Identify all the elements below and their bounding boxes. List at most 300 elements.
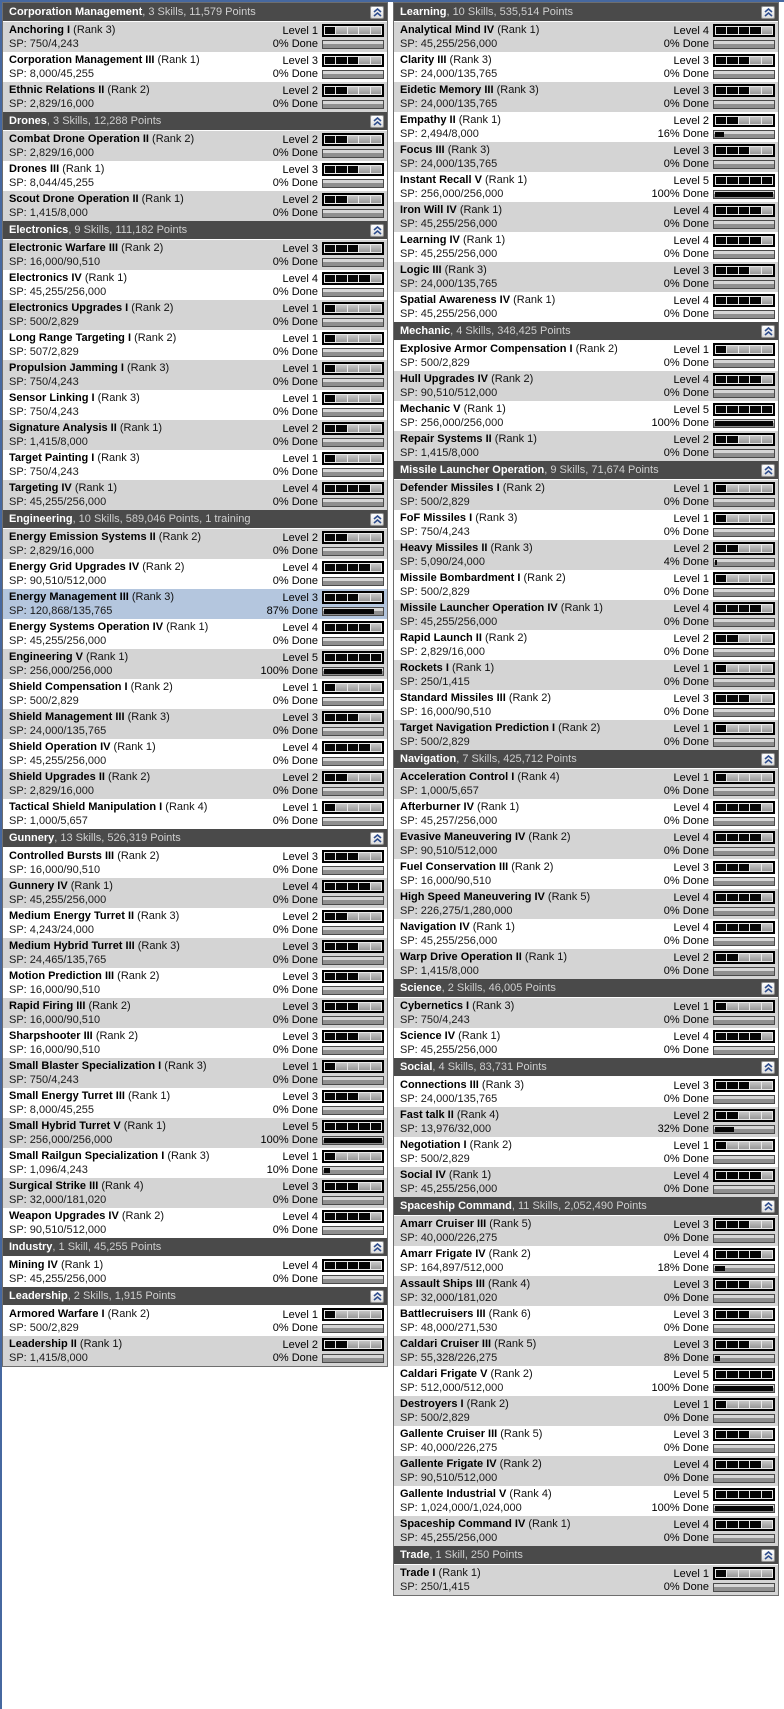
level-segment-filled <box>716 267 726 274</box>
skill-progress <box>652 403 776 429</box>
skill-name: Logic III <box>400 264 442 276</box>
skill-row[interactable] <box>3 300 387 330</box>
level-segment-empty <box>371 196 381 203</box>
skill-rank: (Rank 2) <box>558 722 601 734</box>
skill-row[interactable] <box>394 1486 778 1516</box>
level-segment-empty <box>359 1183 369 1190</box>
skill-progress <box>273 880 384 906</box>
skill-row[interactable] <box>394 480 778 510</box>
level-indicator <box>322 621 384 634</box>
section-header[interactable] <box>3 112 387 131</box>
level-segment-empty <box>371 804 381 811</box>
skill-row[interactable] <box>394 1167 778 1197</box>
skill-row[interactable] <box>394 112 778 142</box>
level-indicator <box>322 681 384 694</box>
skill-info <box>9 54 200 80</box>
skill-row[interactable] <box>3 649 387 679</box>
skill-row[interactable] <box>3 908 387 938</box>
skill-row[interactable] <box>394 1565 778 1595</box>
skill-row[interactable] <box>394 341 778 371</box>
skill-row[interactable] <box>3 998 387 1028</box>
done-line <box>664 218 775 230</box>
level-segment-filled <box>348 485 358 492</box>
skill-row[interactable] <box>3 848 387 878</box>
level-segment-filled <box>716 515 726 522</box>
skill-rank: (Rank 3) <box>496 84 539 96</box>
done-line <box>664 357 775 369</box>
level-line <box>674 403 775 416</box>
skill-row[interactable] <box>394 1426 778 1456</box>
skill-info <box>400 692 551 718</box>
level-indicator <box>322 84 384 97</box>
level-indicator <box>322 651 384 664</box>
skill-row[interactable] <box>394 829 778 859</box>
done-label: 0% Done <box>663 815 709 827</box>
collapse-button[interactable] <box>761 6 775 19</box>
skill-row[interactable] <box>394 1456 778 1486</box>
skill-row[interactable] <box>394 262 778 292</box>
training-progress-bar <box>713 419 775 428</box>
level-indicator <box>713 1567 775 1580</box>
done-line <box>664 875 775 887</box>
level-line <box>674 1518 775 1531</box>
skill-info <box>400 1000 514 1026</box>
level-line <box>283 771 384 784</box>
skill-rank: (Rank 2) <box>142 561 185 573</box>
skill-points: SP: 500/2,829 <box>400 1153 470 1165</box>
skill-name-line <box>9 910 179 922</box>
level-indicator <box>322 711 384 724</box>
skill-row[interactable] <box>3 131 387 161</box>
level-segment-empty <box>739 515 749 522</box>
collapse-button[interactable] <box>370 224 384 237</box>
skill-info <box>9 193 184 219</box>
level-segment-filled <box>371 654 381 661</box>
skill-name: Electronics Upgrades I <box>9 302 129 314</box>
skill-row[interactable] <box>394 769 778 799</box>
level-segment-empty <box>371 684 381 691</box>
skill-row[interactable] <box>394 1216 778 1246</box>
done-line <box>273 785 384 797</box>
skill-name: Analytical Mind IV <box>400 24 495 36</box>
skill-name: Learning IV <box>400 234 460 246</box>
done-line <box>273 1352 384 1364</box>
skill-row[interactable] <box>3 619 387 649</box>
skill-row[interactable] <box>3 968 387 998</box>
skill-row[interactable] <box>3 1028 387 1058</box>
skill-info <box>9 362 169 388</box>
skill-row[interactable] <box>3 270 387 300</box>
skill-row[interactable] <box>394 1276 778 1306</box>
skill-row[interactable] <box>3 1336 387 1366</box>
section-header[interactable] <box>3 829 387 848</box>
level-label: Level 1 <box>673 771 709 784</box>
skill-row[interactable] <box>394 949 778 979</box>
level-segment-empty <box>359 913 369 920</box>
level-line <box>283 193 384 206</box>
skill-progress <box>664 602 775 628</box>
level-line <box>674 831 775 844</box>
skill-row[interactable] <box>3 480 387 510</box>
level-segment-empty <box>750 485 760 492</box>
level-label: Level 1 <box>673 482 709 495</box>
section-header[interactable] <box>3 3 387 22</box>
done-line <box>273 286 384 298</box>
level-indicator <box>713 1169 775 1182</box>
section-header[interactable] <box>394 3 778 22</box>
skill-row[interactable] <box>3 450 387 480</box>
level-segment-filled <box>336 1341 346 1348</box>
training-progress-fill <box>715 1266 725 1271</box>
done-label: 0% Done <box>663 616 709 628</box>
skill-row[interactable] <box>3 1257 387 1287</box>
section-header[interactable] <box>394 322 778 341</box>
skill-progress <box>273 1030 384 1056</box>
skill-row[interactable] <box>3 191 387 221</box>
collapse-button[interactable] <box>370 1241 384 1254</box>
done-label: 0% Done <box>663 875 709 887</box>
training-progress-bar <box>713 937 775 946</box>
skill-progress <box>273 1180 384 1206</box>
level-line <box>283 163 384 176</box>
skill-row[interactable] <box>3 739 387 769</box>
skill-row[interactable] <box>3 529 387 559</box>
level-label: Level 3 <box>673 54 709 67</box>
done-line <box>652 1502 776 1514</box>
collapse-button[interactable] <box>761 1200 775 1213</box>
skill-row[interactable] <box>394 720 778 750</box>
skill-progress <box>664 1428 775 1454</box>
training-progress-bar <box>322 149 384 158</box>
skill-row[interactable] <box>3 420 387 450</box>
level-line <box>674 771 775 784</box>
level-segment-filled <box>762 1491 772 1498</box>
skill-name: Spaceship Command IV <box>400 1518 526 1530</box>
skill-row[interactable] <box>394 1366 778 1396</box>
level-segment-empty <box>762 297 772 304</box>
level-segment-filled <box>325 1153 335 1160</box>
training-progress-bar <box>713 558 775 567</box>
level-segment-filled <box>739 87 749 94</box>
skill-row[interactable] <box>394 1137 778 1167</box>
collapse-button[interactable] <box>370 6 384 19</box>
skill-name-line <box>400 572 566 584</box>
collapse-button[interactable] <box>370 832 384 845</box>
skill-name-line <box>400 1278 530 1290</box>
skill-row[interactable] <box>394 570 778 600</box>
skill-points: SP: 2,829/16,000 <box>9 545 95 557</box>
skill-row[interactable] <box>394 1336 778 1366</box>
training-progress-bar <box>322 727 384 736</box>
skill-row[interactable] <box>3 52 387 82</box>
skill-row[interactable] <box>394 1306 778 1336</box>
skill-points: SP: 16,000/90,510 <box>9 984 101 996</box>
skill-row[interactable] <box>394 431 778 461</box>
level-segment-empty <box>762 605 772 612</box>
level-segment-empty <box>750 1570 760 1577</box>
skill-rank: (Rank 2) <box>528 831 571 843</box>
skill-points: SP: 1,415/8,000 <box>9 436 88 448</box>
skill-info <box>9 910 179 936</box>
done-line <box>664 845 775 857</box>
done-label: 0% Done <box>272 1014 318 1026</box>
skill-row[interactable] <box>394 1516 778 1546</box>
level-segment-empty <box>371 425 381 432</box>
level-segment-empty <box>750 864 760 871</box>
level-label: Level 1 <box>282 332 318 345</box>
level-segment-empty <box>359 774 369 781</box>
skill-row[interactable] <box>3 330 387 360</box>
level-indicator <box>322 1180 384 1193</box>
level-segment-empty <box>739 954 749 961</box>
section-header[interactable] <box>394 979 778 998</box>
level-line <box>283 422 384 435</box>
skill-row[interactable] <box>3 360 387 390</box>
skill-row[interactable] <box>3 799 387 829</box>
level-segment-filled <box>750 207 760 214</box>
level-segment-empty <box>359 57 369 64</box>
skill-points: SP: 45,255/256,000 <box>9 496 107 508</box>
skill-row[interactable] <box>3 1178 387 1208</box>
level-segment-filled <box>336 913 346 920</box>
level-segment-filled <box>336 1003 346 1010</box>
skill-name-line <box>400 801 519 813</box>
skill-row[interactable] <box>394 371 778 401</box>
done-line <box>658 1123 775 1135</box>
level-segment-empty <box>739 436 749 443</box>
level-label: Level 5 <box>673 1488 709 1501</box>
skill-name: Destroyers I <box>400 1398 464 1410</box>
skill-points: SP: 226,275/1,280,000 <box>400 905 513 917</box>
skill-row[interactable] <box>394 600 778 630</box>
skill-name: Small Railgun Specialization I <box>9 1150 165 1162</box>
skill-row[interactable] <box>394 82 778 112</box>
section-meta: , 10 Skills, 589,046 Points, 1 training <box>72 513 251 525</box>
skill-rank: (Rank 1) <box>459 204 502 216</box>
level-indicator <box>713 403 775 416</box>
skill-rank: (Rank 4) <box>165 801 208 813</box>
training-progress-bar <box>713 648 775 657</box>
level-label: Level 4 <box>673 921 709 934</box>
skill-rank: (Rank 3) <box>73 24 116 36</box>
section-header[interactable] <box>394 1058 778 1077</box>
skill-progress <box>267 591 384 617</box>
level-segment-filled <box>739 1461 749 1468</box>
collapse-button[interactable] <box>761 1549 775 1562</box>
level-segment-filled <box>359 744 369 751</box>
done-line <box>273 1224 384 1236</box>
collapse-button[interactable] <box>761 753 775 766</box>
skill-progress <box>273 940 384 966</box>
level-line <box>674 174 775 187</box>
skill-points: SP: 40,000/226,275 <box>400 1442 498 1454</box>
skill-info <box>400 602 603 628</box>
level-segment-filled <box>325 425 335 432</box>
skill-name-line <box>9 1308 150 1320</box>
done-line <box>664 1292 775 1304</box>
skill-row[interactable] <box>394 1107 778 1137</box>
level-segment-empty <box>727 1003 737 1010</box>
level-indicator <box>713 343 775 356</box>
skill-rank: (Rank 1) <box>462 234 506 246</box>
skill-row[interactable] <box>394 1077 778 1107</box>
level-segment-filled <box>739 1521 749 1528</box>
level-segment-empty <box>359 455 369 462</box>
collapse-button[interactable] <box>761 325 775 338</box>
skill-points: SP: 1,096/4,243 <box>9 1164 88 1176</box>
level-segment-filled <box>348 245 358 252</box>
level-line <box>283 711 384 724</box>
level-indicator <box>713 1218 775 1231</box>
level-indicator <box>713 1428 775 1441</box>
level-indicator <box>713 572 775 585</box>
level-segment-empty <box>348 27 358 34</box>
level-segment-empty <box>371 1003 381 1010</box>
skill-row[interactable] <box>3 390 387 420</box>
skill-row[interactable] <box>394 998 778 1028</box>
skill-name-line <box>9 422 162 434</box>
skill-row[interactable] <box>394 22 778 52</box>
collapse-button[interactable] <box>761 464 775 477</box>
collapse-button[interactable] <box>761 1061 775 1074</box>
done-line <box>273 436 384 448</box>
skill-row[interactable] <box>394 510 778 540</box>
collapse-button[interactable] <box>370 115 384 128</box>
skill-row[interactable] <box>394 142 778 172</box>
level-segment-empty <box>762 376 772 383</box>
level-label: Level 4 <box>282 272 318 285</box>
skill-row[interactable] <box>394 660 778 690</box>
level-segment-filled <box>739 267 749 274</box>
skill-progress <box>652 174 776 200</box>
level-segment-filled <box>336 245 346 252</box>
skill-row[interactable] <box>3 1088 387 1118</box>
skill-progress <box>664 722 775 748</box>
skill-row[interactable] <box>3 679 387 709</box>
skill-row[interactable] <box>3 769 387 799</box>
skill-row[interactable] <box>394 889 778 919</box>
level-segment-filled <box>716 117 726 124</box>
skill-row[interactable] <box>3 589 387 619</box>
skill-row[interactable] <box>394 630 778 660</box>
collapse-button[interactable] <box>370 1290 384 1303</box>
skill-row[interactable] <box>3 1148 387 1178</box>
skill-row[interactable] <box>394 919 778 949</box>
level-line <box>674 692 775 705</box>
skill-points: SP: 256,000/256,000 <box>400 188 504 200</box>
level-label: Level 4 <box>673 24 709 37</box>
skill-name-line <box>400 722 600 734</box>
skill-row[interactable] <box>3 1118 387 1148</box>
skill-name-line <box>9 850 159 862</box>
level-segment-filled <box>750 376 760 383</box>
skill-row[interactable] <box>394 292 778 322</box>
level-segment-empty <box>762 1112 772 1119</box>
section-header[interactable] <box>394 461 778 480</box>
level-line <box>674 343 775 356</box>
skill-row[interactable] <box>3 938 387 968</box>
section-header[interactable] <box>394 1197 778 1216</box>
level-segment-empty <box>348 1063 358 1070</box>
done-line <box>273 316 384 328</box>
level-segment-empty <box>348 425 358 432</box>
done-label: 0% Done <box>663 68 709 80</box>
done-label: 10% Done <box>266 1164 318 1176</box>
skill-row[interactable] <box>394 690 778 720</box>
collapse-button[interactable] <box>370 513 384 526</box>
done-line <box>273 376 384 388</box>
done-label: 0% Done <box>272 755 318 767</box>
section-header[interactable] <box>3 510 387 529</box>
section-header[interactable] <box>394 750 778 769</box>
skill-row[interactable] <box>394 1028 778 1058</box>
level-label: Level 3 <box>673 84 709 97</box>
level-label: Level 4 <box>673 1458 709 1471</box>
skill-name: Rapid Launch II <box>400 632 482 644</box>
level-segment-filled <box>750 1033 760 1040</box>
skill-row[interactable] <box>394 540 778 570</box>
section-header[interactable] <box>3 221 387 240</box>
level-indicator <box>322 1150 384 1163</box>
skill-info <box>9 940 180 966</box>
section-header[interactable] <box>3 1238 387 1257</box>
done-line <box>273 496 384 508</box>
skill-row[interactable] <box>394 1246 778 1276</box>
skill-row[interactable] <box>3 1306 387 1336</box>
skill-row[interactable] <box>394 172 778 202</box>
skill-row[interactable] <box>3 240 387 270</box>
skill-row[interactable] <box>3 161 387 191</box>
level-label: Level 1 <box>282 1150 318 1163</box>
skill-progress <box>664 861 775 887</box>
section-header[interactable] <box>3 1287 387 1306</box>
level-indicator <box>713 831 775 844</box>
skill-progress <box>273 741 384 767</box>
skill-row[interactable] <box>394 1396 778 1426</box>
collapse-button[interactable] <box>761 982 775 995</box>
skill-row[interactable] <box>394 52 778 82</box>
skill-row[interactable] <box>394 859 778 889</box>
skill-row[interactable] <box>394 401 778 431</box>
skill-name: Signature Analysis II <box>9 422 117 434</box>
level-segment-filled <box>716 834 726 841</box>
level-segment-filled <box>739 864 749 871</box>
skill-row[interactable] <box>3 22 387 52</box>
section-header[interactable] <box>394 1546 778 1565</box>
skill-name-line <box>400 234 505 246</box>
level-label: Level 4 <box>673 373 709 386</box>
skill-rank: (Rank 2) <box>488 1248 531 1260</box>
skill-row[interactable] <box>3 709 387 739</box>
skill-info <box>400 512 517 538</box>
skill-row[interactable] <box>394 202 778 232</box>
skill-row[interactable] <box>3 878 387 908</box>
skill-row[interactable] <box>394 232 778 262</box>
skill-info <box>400 572 566 598</box>
section-title: Social <box>400 1061 433 1073</box>
level-indicator <box>713 84 775 97</box>
skill-row[interactable] <box>3 82 387 112</box>
skill-row[interactable] <box>3 559 387 589</box>
done-line <box>273 755 384 767</box>
skill-row[interactable] <box>394 799 778 829</box>
skill-name: Tactical Shield Manipulation I <box>9 801 163 813</box>
skill-name-line <box>400 433 537 445</box>
skill-progress <box>664 1567 775 1593</box>
skill-row[interactable] <box>3 1058 387 1088</box>
skill-row[interactable] <box>3 1208 387 1238</box>
skill-points: SP: 45,255/256,000 <box>400 1183 498 1195</box>
